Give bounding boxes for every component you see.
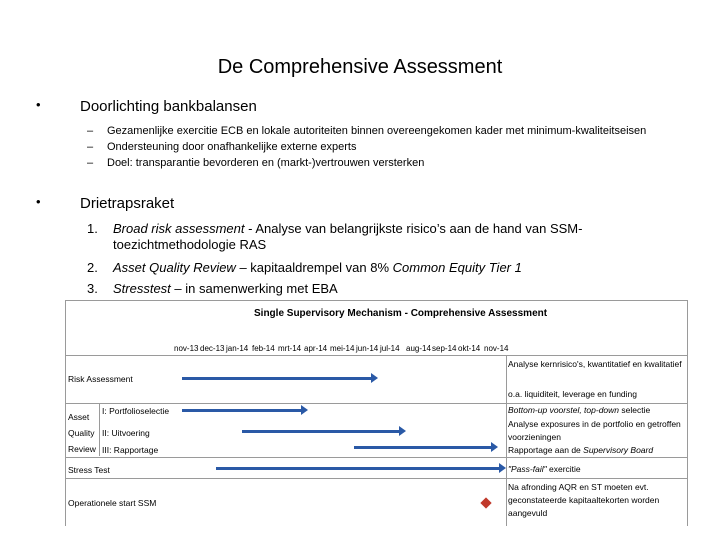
rapportage-arrow: [354, 446, 492, 449]
bullet-dot-icon: •: [36, 97, 41, 112]
bullet-label: Drietrapsraket: [80, 195, 175, 212]
month-label: jan-14: [226, 344, 249, 353]
desc-rapportage: Rapportage aan de Supervisory Board: [508, 445, 654, 455]
row-label-asset: Asset: [68, 412, 90, 422]
grid-line: [687, 300, 688, 526]
month-label: dec-13: [200, 344, 225, 353]
numbered-item: 3. Stresstest – in samenwerking met EBA: [87, 281, 338, 296]
row-label-risk: Risk Assessment: [68, 374, 133, 384]
sub-item: – Ondersteuning door onafhankelijke externe experts: [87, 141, 357, 153]
chart-title: Single Supervisory Mechanism - Comprehensive Assessment: [254, 308, 548, 319]
row-label-quality: Quality: [68, 428, 95, 438]
portfolio-arrow: [182, 409, 302, 412]
grid-line: [506, 355, 507, 526]
desc-risk: Analyse kernrisico's, kwantitatief en kwalitatief: [508, 359, 682, 369]
month-label: aug-14: [406, 344, 431, 353]
row-label-operationele: Operationele start SSM: [68, 498, 157, 508]
sub-item: – Doel: transparantie bevorderen en (markt-)vertrouwen versterken: [87, 157, 425, 169]
desc-portfolio: Bottom-up voorstel, top-down selectie: [508, 405, 651, 415]
month-label: nov-14: [484, 344, 509, 353]
row-label-stress: Stress Test: [68, 465, 110, 475]
bullet-label: Doorlichting bankbalansen: [80, 98, 257, 115]
desc-uitvoering: Analyse exposures in de portfolio en getroffen voorzieningen: [508, 419, 681, 442]
slide-title: De Comprehensive Assessment: [217, 56, 503, 78]
month-label: mrt-14: [278, 344, 302, 353]
risk-assessment-arrow: [182, 377, 372, 380]
row-label-rapportage: III: Rapportage: [102, 445, 159, 455]
desc-operationele: Na afronding AQR en ST moeten evt. geconstateerde kapitaaltekorten worden aangevuld: [508, 482, 660, 518]
month-label: sep-14: [432, 344, 457, 353]
row-label-review: Review: [68, 444, 96, 454]
uitvoering-arrow: [242, 430, 400, 433]
numbered-item: 1. Broad risk assessment - Analyse van belangrijkste risico’s aan de hand van SSM- toezichtmethodologie RAS: [87, 221, 583, 252]
ssm-start-milestone-icon: [480, 497, 491, 508]
month-label: feb-14: [252, 344, 275, 353]
month-label: okt-14: [458, 344, 481, 353]
bullet-drietrapsraket: [36, 194, 175, 212]
numbered-item: 2. Asset Quality Review – kapitaaldrempel van 8% Common Equity Tier 1: [87, 260, 522, 275]
stress-test-arrow: [216, 467, 500, 470]
grid-line: [65, 478, 687, 479]
grid-line: [99, 404, 100, 456]
month-label: nov-13: [174, 344, 199, 353]
month-label: jul-14: [380, 344, 400, 353]
month-label: jun-14: [356, 344, 379, 353]
desc-risk-2: o.a. liquiditeit, leverage en funding: [508, 389, 638, 399]
desc-stress: "Pass-fail" exercitie: [508, 464, 581, 474]
grid-line: [65, 300, 687, 301]
ssm-timeline-chart: [64, 300, 688, 526]
grid-line: [65, 300, 66, 526]
bullet-dot-icon: •: [36, 194, 41, 209]
month-label: mei-14: [330, 344, 355, 353]
row-label-portfolio: I: Portfolioselectie: [102, 406, 170, 416]
bullet-doorlichting: [36, 97, 257, 115]
row-label-uitvoering: II: Uitvoering: [102, 428, 150, 438]
sub-item: – Gezamenlijke exercitie ECB en lokale autoriteiten binnen overeengekomen kader met minimum-kwaliteitseisen: [87, 125, 647, 137]
month-label: apr-14: [304, 344, 328, 353]
grid-line: [65, 457, 687, 458]
grid-line: [65, 355, 687, 356]
